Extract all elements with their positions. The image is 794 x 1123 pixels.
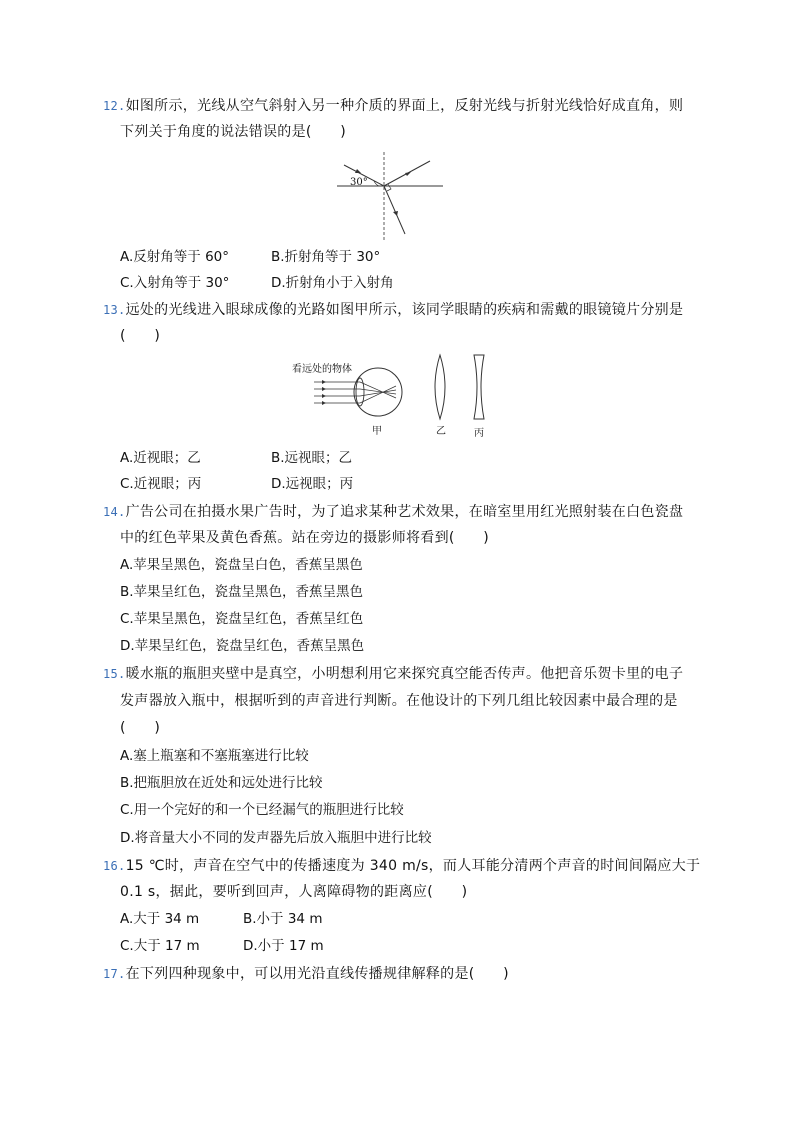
question-12-line2: 下列关于角度的说法错误的是( ): [120, 124, 347, 140]
option-c: C.近视眼；丙: [120, 476, 202, 492]
option-d: D.远视眼；丙: [271, 476, 354, 492]
angle-label: 30°: [350, 177, 368, 188]
question-number: 13.: [103, 303, 126, 317]
question-text: 在下列四种现象中，可以用光沿直线传播规律解释的是( ): [125, 966, 509, 982]
question-17: [103, 964, 509, 984]
label-yi: 乙: [436, 426, 446, 437]
question-16-line2: 0.1 s，据此，要听到回声，人离障碍物的距离应( ): [120, 884, 468, 900]
option-b: B.苹果呈红色，瓷盘呈黑色，香蕉呈黑色: [120, 584, 364, 600]
option-b: B.小于 34 m: [243, 911, 323, 927]
option-d: D.将音量大小不同的发声器先后放入瓶胆中进行比较: [120, 830, 432, 846]
option-b: B.把瓶胆放在近处和远处进行比较: [120, 775, 323, 791]
question-15-line2: 发声器放入瓶中，根据听到的声音进行判断。在他设计的下列几组比较因素中最合理的是: [120, 693, 678, 709]
option-c: C.入射角等于 30°: [120, 275, 230, 291]
question-text: 远处的光线进入眼球成像的光路如图甲所示，该同学眼睛的疾病和需戴的眼镜镜片分别是: [125, 302, 684, 318]
label-jia: 甲: [372, 426, 382, 437]
option-c: C.苹果呈黑色，瓷盘呈红色，香蕉呈红色: [120, 611, 364, 627]
question-14-line2: 中的红色苹果及黄色香蕉。站在旁边的摄影师将看到( ): [120, 530, 490, 546]
option-a: A.大于 34 m: [120, 911, 200, 927]
question-text: 广告公司在拍摄水果广告时，为了追求某种艺术效果，在暗室里用红光照射装在白色瓷盘: [125, 504, 684, 520]
option-c: C.用一个完好的和一个已经漏气的瓶胆进行比较: [120, 802, 404, 818]
question-15: [103, 664, 683, 684]
question-13: [103, 300, 683, 320]
question-text: 15 ℃时，声音在空气中的传播速度为 340 m/s，而人耳能分清两个声音的时间间隔应大于: [125, 858, 701, 874]
option-d: D.苹果呈红色，瓷盘呈红色，香蕉呈黑色: [120, 638, 365, 654]
label-bing: 丙: [474, 428, 484, 439]
question-text: 如图所示，光线从空气斜射入另一种介质的界面上，反射光线与折射光线恰好成直角，则: [125, 98, 684, 114]
option-d: D.折射角小于入射角: [271, 275, 394, 291]
option-a: A.反射角等于 60°: [120, 249, 230, 265]
option-b: B.远视眼；乙: [271, 450, 353, 466]
question-13-line2: ( ): [120, 328, 161, 344]
option-a: A.苹果呈黑色，瓷盘呈白色，香蕉呈黑色: [120, 557, 363, 573]
figure-caption: 看远处的物体: [292, 364, 352, 375]
question-number: 14.: [103, 505, 126, 519]
question-14: [103, 502, 683, 522]
question-number: 17.: [103, 967, 126, 981]
reflection-refraction-figure: [335, 152, 445, 242]
option-d: D.小于 17 m: [243, 938, 324, 954]
question-15-line3: ( ): [120, 720, 161, 736]
option-a: A.近视眼；乙: [120, 450, 201, 466]
question-number: 15.: [103, 667, 126, 681]
eye-lens-figure: [288, 352, 498, 442]
question-number: 12.: [103, 99, 126, 113]
question-16: [103, 856, 700, 876]
option-c: C.大于 17 m: [120, 938, 200, 954]
option-a: A.塞上瓶塞和不塞瓶塞进行比较: [120, 748, 309, 764]
question-12: [103, 96, 683, 116]
question-text: 暖水瓶的瓶胆夹壁中是真空，小明想利用它来探究真空能否传声。他把音乐贺卡里的电子: [125, 666, 684, 682]
question-number: 16.: [103, 859, 126, 873]
option-b: B.折射角等于 30°: [271, 249, 381, 265]
